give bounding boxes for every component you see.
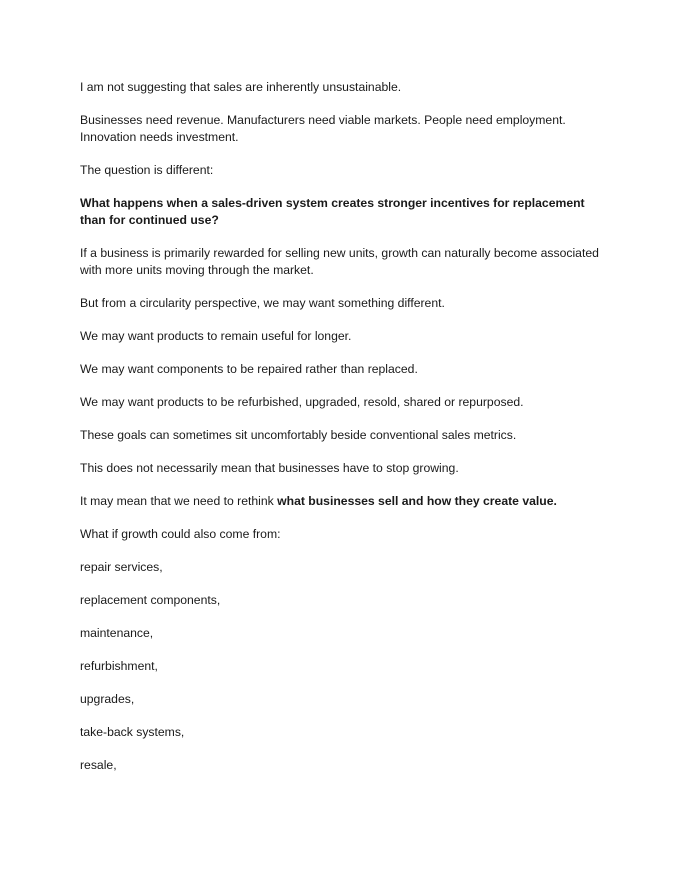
list-item: take-back systems, [80, 725, 185, 739]
paragraph-line: Innovation needs investment. [80, 130, 239, 144]
paragraph-line: than for continued use? [80, 213, 219, 227]
paragraph-useful-longer: We may want products to remain useful for longer. [80, 329, 352, 343]
paragraph-line: If a business is primarily rewarded for selling new units, growth can naturally become associated [80, 246, 599, 260]
list-item: replacement components, [80, 593, 221, 607]
paragraph-components-repaired: We may want components to be repaired rather than replaced. [80, 362, 418, 376]
paragraph-emphasis: what businesses sell and how they create value. [277, 494, 557, 508]
paragraph-goals-sales-metrics: These goals can sometimes sit uncomfortably beside conventional sales metrics. [80, 428, 517, 442]
growth-sources-list [80, 559, 610, 774]
list-item: upgrades, [80, 692, 135, 706]
paragraph-line: What happens when a sales-driven system creates stronger incentives for replacement [80, 196, 585, 210]
list-item: refurbishment, [80, 659, 158, 673]
paragraph-line: with more units moving through the market. [80, 263, 314, 277]
paragraph-key-question [80, 195, 610, 229]
list-item: resale, [80, 758, 117, 772]
document-body [80, 79, 610, 790]
list-item: maintenance, [80, 626, 154, 640]
paragraph-rewarded-for-selling [80, 245, 610, 279]
paragraph-businesses-need-revenue [80, 112, 610, 146]
paragraph-sales-not-unsustainable: I am not suggesting that sales are inherently unsustainable. [80, 80, 402, 94]
paragraph-stop-growing: This does not necessarily mean that businesses have to stop growing. [80, 461, 459, 475]
paragraph-growth-sources-intro: What if growth could also come from: [80, 527, 281, 541]
paragraph-products-refurbished: We may want products to be refurbished, upgraded, resold, shared or repurposed. [80, 395, 524, 409]
paragraph-text: It may mean that we need to rethink [80, 494, 278, 508]
paragraph-circularity-perspective: But from a circularity perspective, we may want something different. [80, 296, 445, 310]
paragraph-line: Businesses need revenue. Manufacturers need viable markets. People need employment. [80, 113, 566, 127]
paragraph-rethink-value [80, 493, 610, 510]
paragraph-question-is-different: The question is different: [80, 163, 214, 177]
list-item: repair services, [80, 560, 163, 574]
